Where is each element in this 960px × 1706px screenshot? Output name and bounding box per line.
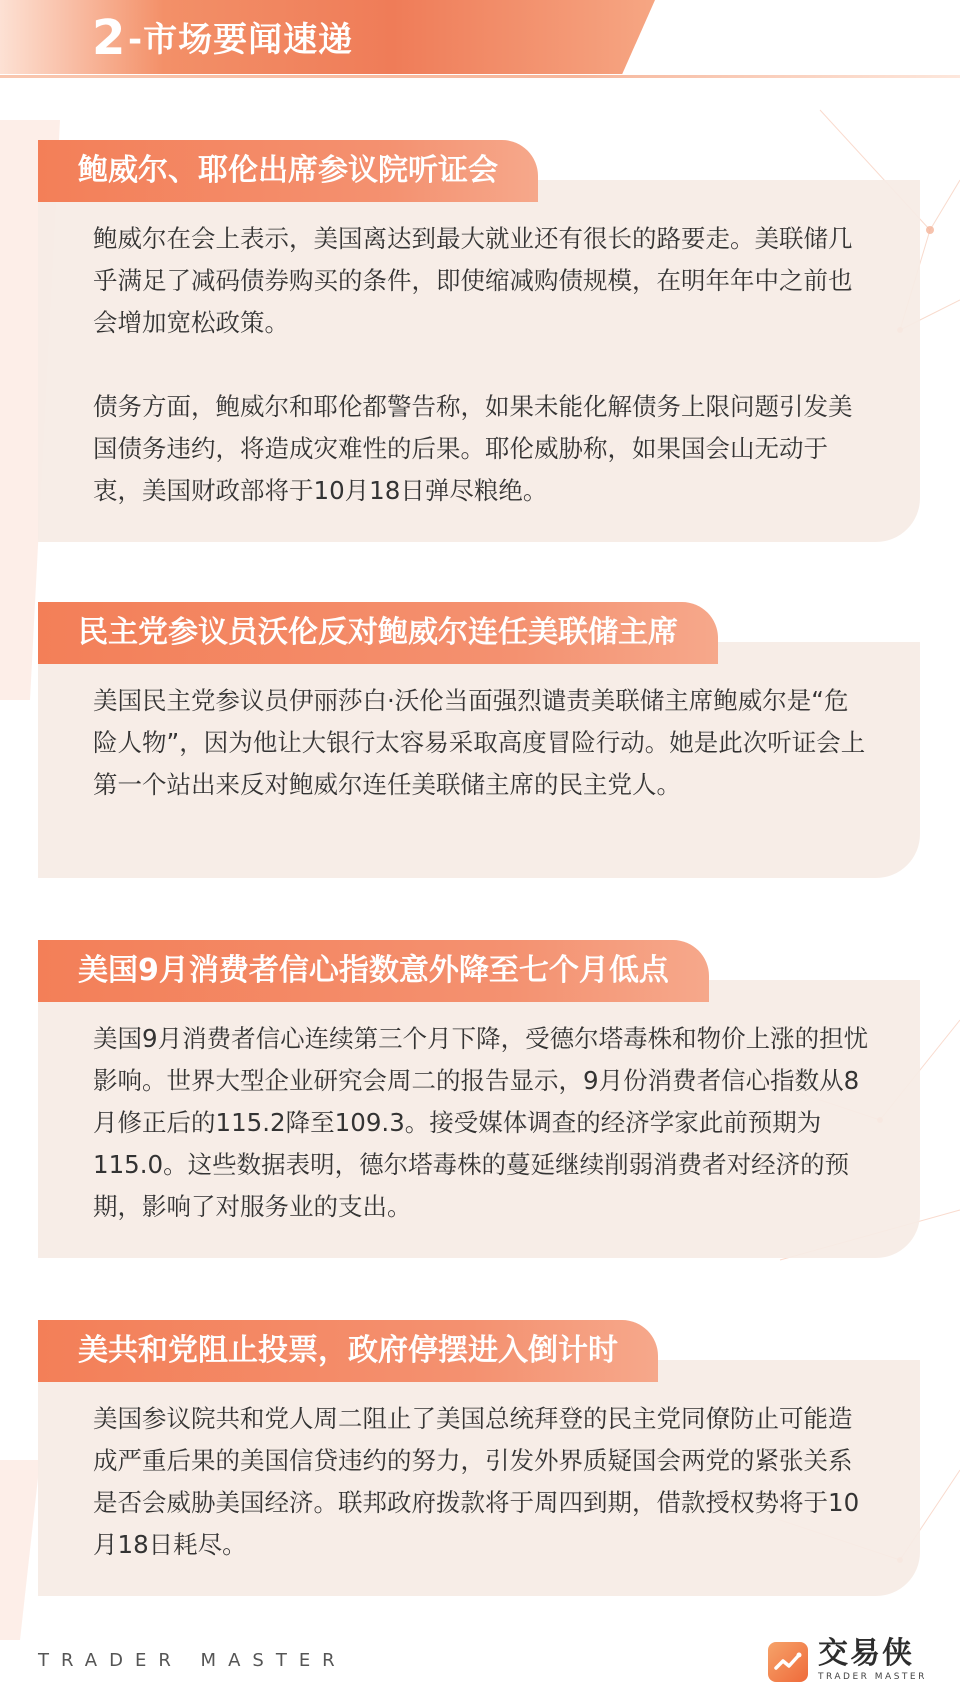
card-text	[93, 218, 870, 512]
news-card	[38, 602, 920, 878]
card-title: 美国9月消费者信心指数意外降至七个月低点	[38, 940, 709, 1002]
section-number: 2	[92, 10, 126, 66]
card-text	[93, 680, 870, 806]
footer-brand-text: TRADER MASTER	[38, 1650, 347, 1671]
news-card	[38, 1320, 920, 1596]
card-text	[93, 1398, 870, 1566]
paragraph: 美国参议院共和党人周二阻止了美国总统拜登的民主党同僚防止可能造成严重后果的美国信贷违约的努力，引发外界质疑国会两党的紧张关系是否会威胁美国经济。联邦政府拨款将于周四到期，借款授权势将于10月18日耗尽。	[93, 1404, 860, 1559]
header-underline	[0, 75, 960, 78]
paragraph: 美国民主党参议员伊丽莎白·沃伦当面强烈谴责美联储主席鲍威尔是“危险人物”，因为他让大银行太容易采取高度冒险行动。她是此次听证会上第一个站出来反对鲍威尔连任美联储主席的民主党人。	[93, 686, 866, 799]
brand-logo	[768, 1638, 928, 1688]
paragraph: 美国9月消费者信心连续第三个月下降，受德尔塔毒株和物价上涨的担忧影响。世界大型企业研究会周二的报告显示，9月份消费者信心指数从8月修正后的115.2降至109.3。接受媒体调查的经济学家此前预期为115.0。这些数据表明，德尔塔毒株的蔓延继续削弱消费者对经济的预期，影响了对服务业的支出。	[93, 1024, 869, 1221]
card-text	[93, 1018, 870, 1228]
card-title: 美共和党阻止投票，政府停摆进入倒计时	[38, 1320, 658, 1382]
logo-english-name: TRADER MASTER	[818, 1672, 927, 1682]
card-title: 鲍威尔、耶伦出席参议院听证会	[38, 140, 538, 202]
paragraph: 鲍威尔在会上表示，美国离达到最大就业还有很长的路要走。美联储几乎满足了减码债券购买的条件，即使缩减购债规模，在明年年中之前也会增加宽松政策。	[93, 224, 853, 337]
news-card	[38, 940, 920, 1258]
logo-chinese-name: 交易侠	[818, 1636, 914, 1671]
news-card	[38, 140, 920, 542]
section-header	[0, 0, 960, 80]
paragraph: 债务方面，鲍威尔和耶伦都警告称，如果未能化解债务上限问题引发美国债务违约，将造成灾难性的后果。耶伦威胁称，如果国会山无动于衷，美国财政部将于10月18日弹尽粮绝。	[93, 392, 853, 505]
section-title: -市场要闻速递	[128, 20, 354, 60]
logo-chart-icon	[768, 1642, 808, 1682]
card-title: 民主党参议员沃伦反对鲍威尔连任美联储主席	[38, 602, 718, 664]
